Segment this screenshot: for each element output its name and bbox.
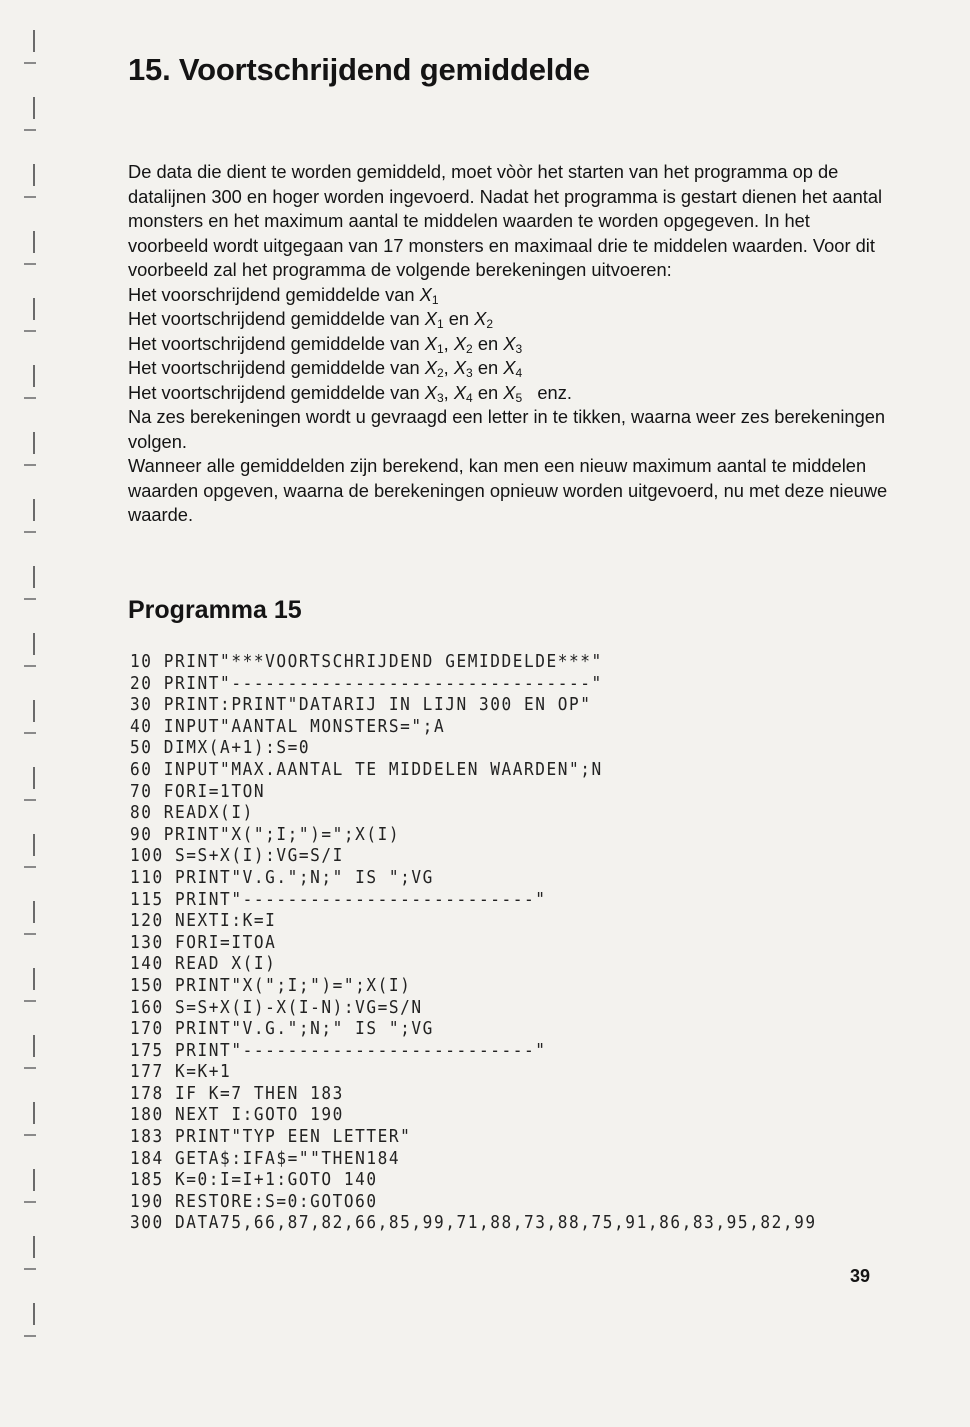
- binding-mark: [33, 97, 35, 119]
- binding-mark: [33, 499, 35, 521]
- listing-line: 120 NEXTI:K=I: [130, 911, 277, 932]
- binding-mark: [33, 566, 35, 588]
- binding-mark: [33, 1102, 35, 1124]
- listing-line: 20 PRINT"--------------------------------": [130, 673, 603, 694]
- binding-mark: [33, 1035, 35, 1057]
- listing-line: 130 FORI=ITOA: [130, 932, 277, 953]
- formula-line-3: Het voortschrijdend gemiddelde van $X_1$, $X_2$ en $X_3$: [128, 332, 523, 356]
- listing-line: 300 DATA75,66,87,82,66,85,99,71,88,73,88,75,91,86,83,95,82,99: [130, 1213, 817, 1234]
- listing-line: 10 PRINT"***VOORTSCHRIJDEND GEMIDDELDE***": [130, 652, 603, 672]
- binding-mark: [24, 330, 36, 332]
- binding-mark: [24, 598, 36, 600]
- listing-line: 40 INPUT"AANTAL MONSTERS=";A: [130, 716, 446, 737]
- listing-line: 30 PRINT:PRINT"DATARIJ IN LIJN 300 EN OP": [130, 695, 592, 716]
- listing-line: 50 DIMX(A+1):S=0: [130, 738, 311, 759]
- listing-line: 184 GETA$:IFA$=""THEN184: [130, 1148, 401, 1169]
- binding-mark: [33, 1236, 35, 1258]
- listing-line: 90 PRINT"X(";I;")=";X(I): [130, 824, 401, 845]
- formula-line-4: Het voortschrijdend gemiddelde van $X_2$, $X_3$ en $X_4$: [128, 357, 523, 380]
- intro-paragraph: De data die dient te worden gemiddeld, moet vòòr het starten van het programma op de datalijnen 300 en hoger worden ingevoerd. Nadat het programma is gestart dienen het aantal monsters en het maximum aantal te middelen waarden te worden opgegeven. In het voorbeeld wordt uitgegaan van 17 monsters en maximaal drie te middelen waarden. Voor dit voorbeeld zal het programma de volgende berekeningen uitvoeren:: [128, 161, 883, 280]
- intro-text: [128, 160, 888, 528]
- intro-paragraph-3: Wanneer alle gemiddelden zijn berekend, kan men een nieuw maximum aantal te middelen waarden opgeven, waarna de berekeningen opnieuw worden uitgevoerd, nu met deze nieuwe waarde.: [128, 455, 888, 525]
- binding-mark: [24, 263, 36, 265]
- intro-paragraph-2: Na zes berekeningen wordt u gevraagd een letter in te tikken, waarna weer zes berekeningen volgen.: [128, 406, 886, 452]
- listing-line: 60 INPUT"MAX.AANTAL TE MIDDELEN WAARDEN";N: [130, 759, 603, 780]
- binding-mark: [33, 298, 35, 320]
- binding-mark: [24, 1268, 36, 1270]
- binding-mark: [33, 968, 35, 990]
- binding-mark: [24, 1201, 36, 1203]
- binding-mark: [33, 1303, 35, 1325]
- listing-line: 183 PRINT"TYP EEN LETTER": [130, 1127, 412, 1148]
- binding-mark: [24, 62, 36, 64]
- listing-line: 140 READ X(I): [130, 954, 277, 975]
- binding-mark: [24, 665, 36, 667]
- binding-mark: [24, 531, 36, 533]
- formula-line-5: Het voortschrijdend gemiddelde van $X_3$, $X_4$ en $X_5$ enz.: [128, 381, 572, 405]
- basic-listing: [130, 652, 817, 1235]
- binding-mark: [24, 1134, 36, 1136]
- binding-mark: [24, 799, 36, 801]
- formula-line-2: Het voortschrijdend gemiddelde van $X_1$ en $X_2$: [128, 308, 494, 331]
- listing-line: 185 K=0:I=I+1:GOTO 140: [130, 1170, 378, 1191]
- binding-mark: [33, 834, 35, 856]
- binding-mark: [24, 1335, 36, 1337]
- binding-mark: [33, 231, 35, 253]
- listing-line: 150 PRINT"X(";I;")=";X(I): [130, 975, 412, 996]
- listing-line: 160 S=S+X(I)-X(I-N):VG=S/N: [130, 997, 423, 1018]
- binding-mark: [33, 164, 35, 186]
- binding-mark: [33, 700, 35, 722]
- binding-mark: [24, 464, 36, 466]
- listing-line: 80 READX(I): [130, 803, 254, 824]
- listing-line: 190 RESTORE:S=0:GOTO60: [130, 1191, 378, 1212]
- binding-mark: [24, 933, 36, 935]
- binding-mark: [24, 196, 36, 198]
- listing-line: 177 K=K+1: [130, 1062, 232, 1083]
- listing-line: 178 IF K=7 THEN 183: [130, 1083, 344, 1104]
- binding-mark: [24, 1067, 36, 1069]
- binding-mark: [24, 129, 36, 131]
- binding-mark: [33, 365, 35, 387]
- binding-mark: [24, 1000, 36, 1002]
- listing-line: 115 PRINT"--------------------------": [130, 889, 547, 910]
- binding-mark: [24, 866, 36, 868]
- listing-line: 70 FORI=1TON: [130, 781, 266, 802]
- binding-margin: [0, 0, 48, 1427]
- binding-mark: [33, 1169, 35, 1191]
- listing-line: 170 PRINT"V.G.";N;" IS ";VG: [130, 1019, 434, 1040]
- binding-mark: [24, 397, 36, 399]
- binding-mark: [33, 30, 35, 52]
- chapter-title: 15. Voortschrijdend gemiddelde: [128, 52, 590, 87]
- formula-line-1: Het voorschrijdend gemiddelde van $X_1$: [128, 283, 439, 307]
- listing-line: 100 S=S+X(I):VG=S/I: [130, 846, 344, 867]
- binding-mark: [33, 633, 35, 655]
- binding-mark: [33, 432, 35, 454]
- binding-mark: [24, 732, 36, 734]
- program-heading: Programma 15: [128, 596, 302, 624]
- listing-line: 110 PRINT"V.G.";N;" IS ";VG: [130, 867, 434, 888]
- listing-line: 175 PRINT"--------------------------": [130, 1040, 547, 1061]
- page-number: 39: [850, 1266, 871, 1286]
- listing-line: 180 NEXT I:GOTO 190: [130, 1105, 344, 1126]
- binding-mark: [33, 767, 35, 789]
- binding-mark: [33, 901, 35, 923]
